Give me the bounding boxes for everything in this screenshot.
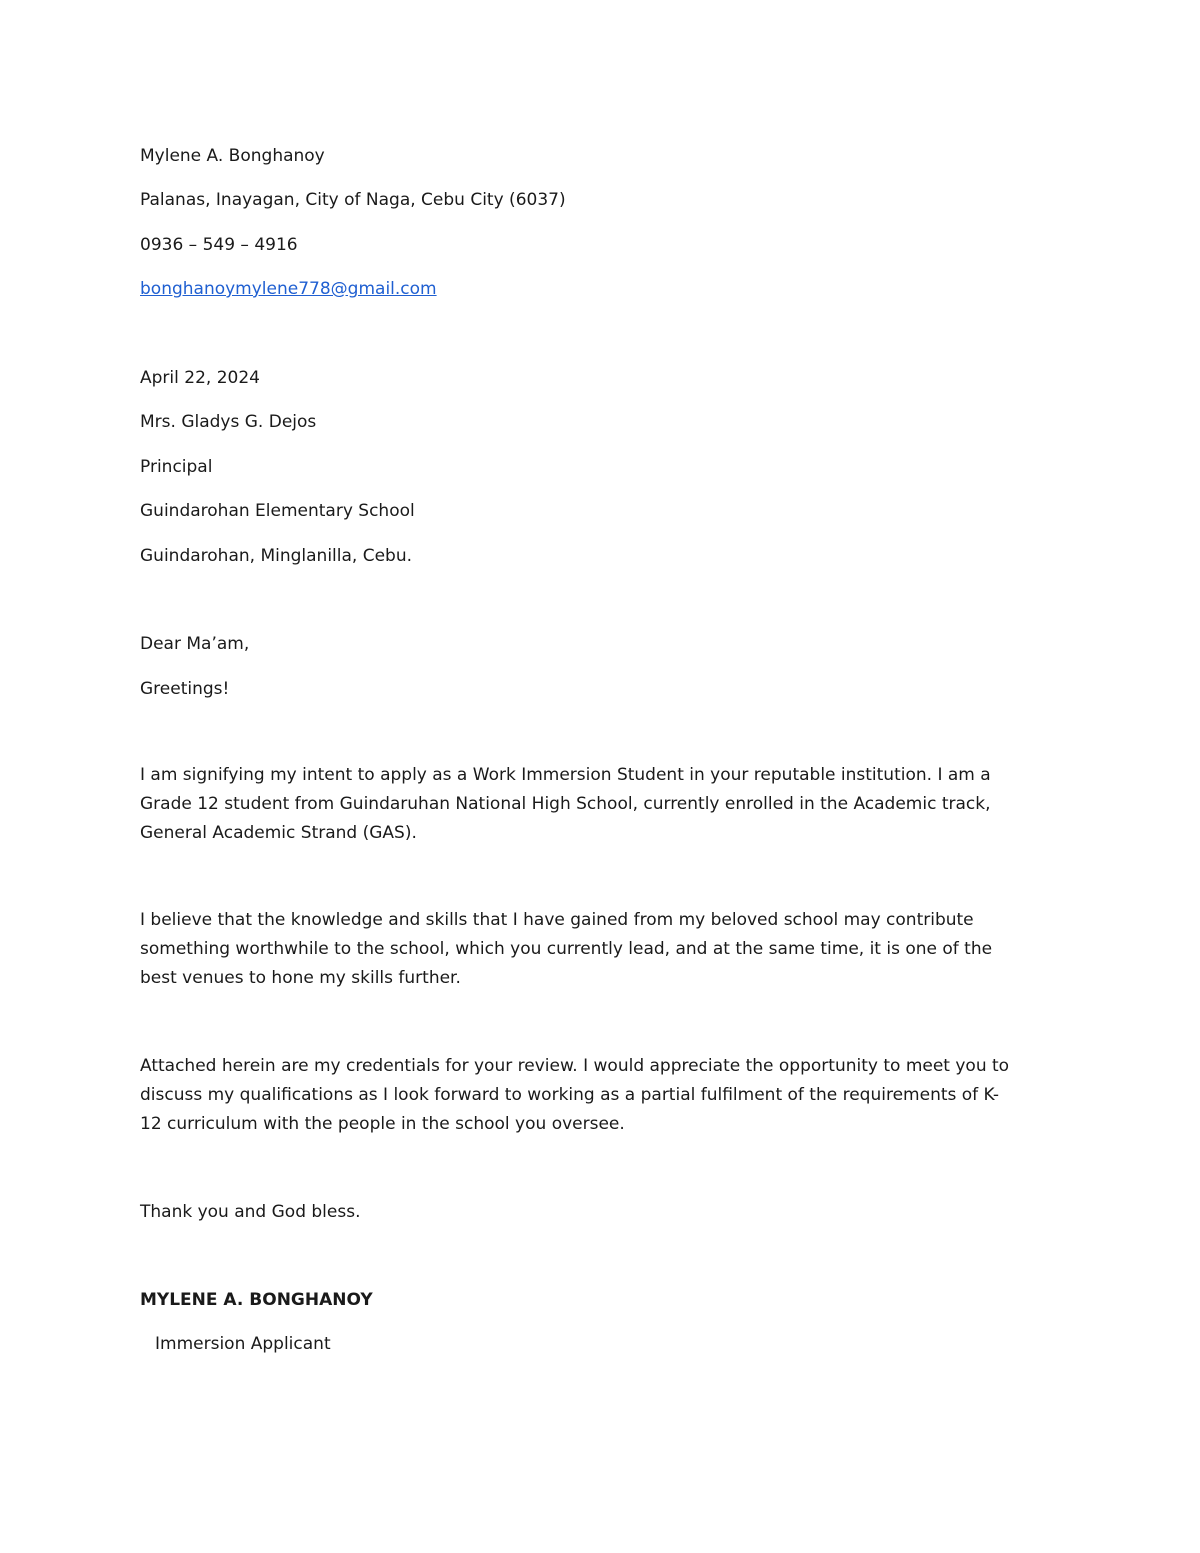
recipient-title: Principal	[140, 457, 213, 477]
letter-date: April 22, 2024	[140, 368, 260, 388]
paragraph-line: I believe that the knowledge and skills that I have gained from my beloved school may contribute	[140, 910, 974, 930]
signature-title: Immersion Applicant	[155, 1334, 331, 1354]
signature-name: MYLENE A. BONGHANOY	[140, 1290, 373, 1310]
paragraph-line: best venues to hone my skills further.	[140, 968, 461, 988]
closing: Thank you and God bless.	[140, 1202, 361, 1222]
paragraph-line: something worthwhile to the school, which you currently lead, and at the same time, it is one of the	[140, 939, 993, 959]
recipient-school: Guindarohan Elementary School	[140, 501, 415, 521]
paragraph-line: Attached herein are my credentials for your review. I would appreciate the opportunity to meet you to	[140, 1056, 1010, 1076]
greeting: Greetings!	[140, 679, 230, 699]
sender-phone: 0936 – 549 – 4916	[140, 235, 298, 255]
paragraph-line: 12 curriculum with the people in the school you oversee.	[140, 1114, 625, 1134]
paragraph-line: Grade 12 student from Guindaruhan National High School, currently enrolled in the Academic track,	[140, 794, 991, 814]
body-paragraph-credentials	[140, 1052, 1040, 1139]
sender-address: Palanas, Inayagan, City of Naga, Cebu City (6037)	[140, 190, 566, 210]
body-paragraph-belief	[140, 906, 1040, 993]
salutation: Dear Ma’am,	[140, 634, 250, 654]
paragraph-line: discuss my qualifications as I look forward to working as a partial fulfilment of the requirements of K-	[140, 1085, 1000, 1105]
paragraph-line: I am signifying my intent to apply as a Work Immersion Student in your reputable institution. I am a	[140, 765, 991, 785]
paragraph-line: General Academic Strand (GAS).	[140, 823, 417, 843]
body-paragraph-intent	[140, 761, 1040, 848]
recipient-address: Guindarohan, Minglanilla, Cebu.	[140, 546, 413, 566]
recipient-name: Mrs. Gladys G. Dejos	[140, 412, 317, 432]
sender-email-link[interactable]: bonghanoymylene778@gmail.com	[140, 279, 437, 299]
sender-name: Mylene A. Bonghanoy	[140, 146, 325, 166]
